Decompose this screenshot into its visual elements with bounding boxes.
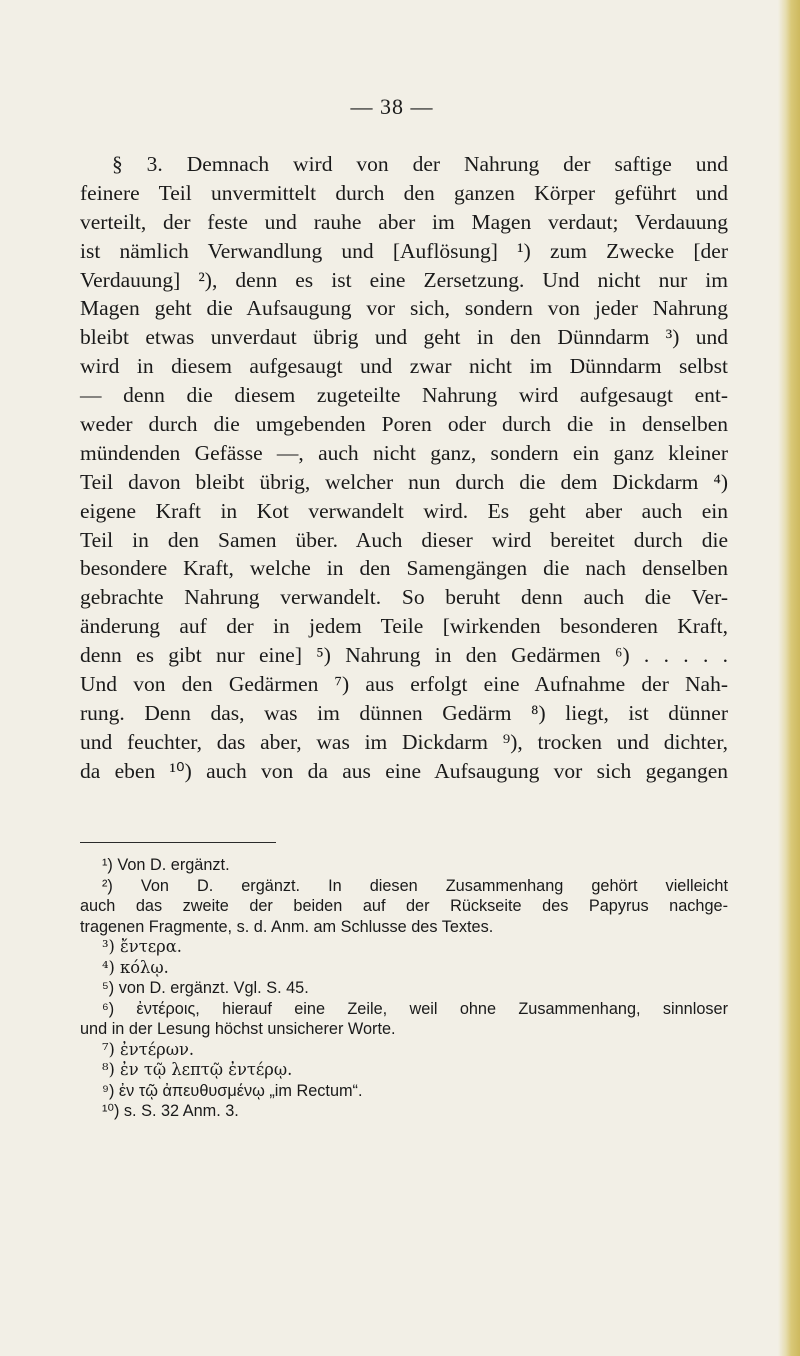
footnote-line: ³) ἔντερα. (102, 937, 182, 956)
text-line: § 3. Demnach wird von der Nahrung der saftige und (112, 152, 728, 176)
footnote-line: ⁵) von D. ergänzt. Vgl. S. 45. (102, 979, 309, 997)
text-line: — denn die diesem zugeteilte Nahrung wird aufgesaugt ent- (80, 383, 728, 408)
text-line: mündenden Gefässe —, auch nicht ganz, sondern ein ganz kleiner (80, 440, 728, 465)
text-line: und feuchter, das aber, was im Dickdarm ⁹), trocken und dichter, (80, 729, 728, 754)
text-line: wird in diesem aufgesaugt und zwar nicht im Dünndarm selbst (80, 354, 728, 379)
text-line: Magen geht die Aufsaugung vor sich, sondern von jeder Nahrung (80, 296, 728, 321)
footnote-line: ⁸) ἐν τῷ λεπτῷ ἐντέρῳ. (102, 1060, 293, 1079)
main-text (80, 150, 728, 786)
text-line: ist nämlich Verwandlung und [Auflösung] ¹) zum Zwecke [der (80, 238, 728, 263)
footnote-line: tragenen Fragmente, s. d. Anm. am Schlusse des Textes. (80, 917, 494, 936)
text-line: weder durch die umgebenden Poren oder durch die in denselben (80, 412, 728, 437)
footnotes (80, 855, 728, 1122)
footnote-line: ⁹) ἐν τῷ ἀπευθυσμένῳ „im Rectum“. (102, 1081, 363, 1100)
text-line: rung. Denn das, was im dünnen Gedärm ⁸) liegt, ist dünner (80, 700, 728, 725)
text-line: feinere Teil unvermittelt durch den ganzen Körper geführt und (80, 180, 728, 205)
text-line: änderung auf der in jedem Teile [wirkenden besonderen Kraft, (80, 614, 728, 639)
text-line: besondere Kraft, welche in den Samengängen die nach denselben (80, 556, 728, 581)
footnote-divider (80, 842, 276, 843)
text-line: eigene Kraft in Kot verwandelt wird. Es geht aber auch ein (80, 498, 728, 523)
footnote-line: auch das zweite der beiden auf der Rückseite des Papyrus nachge- (80, 897, 728, 915)
page-number: — 38 — (350, 94, 434, 119)
footnote-line: ⁷) ἐντέρων. (102, 1039, 195, 1059)
footnote-line: und in der Lesung höchst unsicherer Worte. (80, 1020, 396, 1038)
text-line: Teil davon bleibt übrig, welcher nun durch die dem Dickdarm ⁴) (80, 469, 728, 494)
text-line: denn es gibt nur eine] ⁵) Nahrung in den Gedärmen ⁶) . . . . . (80, 643, 728, 668)
text-line: Verdauung] ²), denn es ist eine Zersetzung. Und nicht nur im (80, 267, 728, 292)
text-line: verteilt, der feste und rauhe aber im Magen verdaut; Verdauung (80, 209, 728, 234)
text-line: Und von den Gedärmen ⁷) aus erfolgt eine Aufnahme der Nah- (80, 672, 728, 697)
footnote-line: ⁴) κόλῳ. (102, 957, 169, 977)
text-line: bleibt etwas unverdaut übrig und geht in den Dünndarm ³) und (80, 325, 728, 350)
footnote-line: ⁶) ἐντέροις, hierauf eine Zeile, weil ohne Zusammenhang, sinnloser (102, 999, 728, 1018)
footnote-line: ¹) Von D. ergänzt. (102, 856, 230, 874)
page-edge (778, 0, 800, 1356)
footnote-line: ²) Von D. ergänzt. In diesen Zusammenhang gehört vielleicht (102, 876, 728, 895)
footnote-line: ¹⁰) s. S. 32 Anm. 3. (102, 1102, 239, 1120)
text-line: da eben ¹⁰) auch von da aus eine Aufsaugung vor sich gegangen (80, 758, 728, 783)
text-line: Teil in den Samen über. Auch dieser wird bereitet durch die (80, 527, 728, 552)
text-line: gebrachte Nahrung verwandelt. So beruht denn auch die Ver- (80, 585, 728, 610)
